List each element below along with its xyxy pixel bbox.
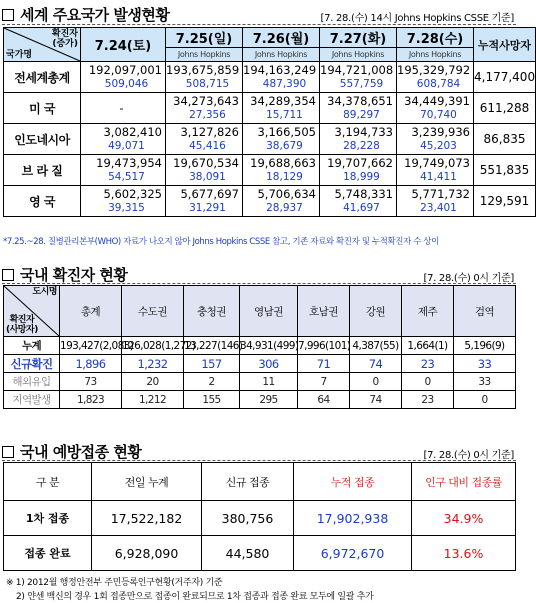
region-value: 193,427(2,083) <box>60 337 122 355</box>
section3-title <box>2 441 141 462</box>
new-cases: 509,046 <box>104 78 149 90</box>
case-cell <box>166 155 243 186</box>
total-cases: 5,748,331 <box>334 187 393 201</box>
total-cases: 194,163,249 <box>243 63 317 77</box>
cumulative-vaccination-header: 누적 접종 <box>294 463 412 501</box>
new-cases: 23,401 <box>420 202 457 214</box>
domestic-row <box>4 373 516 391</box>
new-cases: 39,315 <box>108 202 145 214</box>
domestic-row <box>4 337 516 355</box>
new-cases: 487,390 <box>262 78 307 90</box>
region-value: 126,028(1,272) <box>122 337 184 355</box>
region-value: 0 <box>402 373 454 391</box>
total-cases: 19,749,073 <box>404 156 470 170</box>
country-name: 미 국 <box>4 93 81 124</box>
case-cell <box>397 155 474 186</box>
date-header: 7.24(토) <box>81 28 166 62</box>
vaccination-footnote-2: 2) 얀센 백신의 경우 1회 접종만으로 접종이 완료되므로 1차 접종과 접종 완료 모두에 일괄 추가 <box>16 592 374 602</box>
section3-note: [7. 28.(수) 0시 기준] <box>423 450 514 461</box>
region-value: 7 <box>298 373 350 391</box>
section2-title <box>2 264 127 285</box>
region-header: 제주 <box>402 286 454 337</box>
region-value: 5,196(9) <box>454 337 516 355</box>
new-cases: 38,679 <box>266 140 303 152</box>
source-subheader: Johns Hopkins <box>166 48 243 62</box>
new-cases: 27,356 <box>189 109 226 121</box>
corner-bottom-label: 확진자 (사망자) <box>6 315 38 335</box>
total-cases: 19,707,662 <box>327 156 393 170</box>
vaccination-value: 17,522,182 <box>92 501 202 536</box>
new-cases: 45,416 <box>189 140 226 152</box>
world-cases-table <box>3 27 536 217</box>
date-header: 7.27(화) <box>320 28 397 48</box>
section1-footnote: *7.25.~28. 질병관리본부(WHO) 자료가 나오지 않아 Johns Hopkins CSSE 참고, 기존 자료와 확진자 및 누적확진자 수 상이 <box>3 237 439 247</box>
total-cases: 3,166,505 <box>257 125 316 139</box>
total-cases: 195,329,792 <box>397 63 471 77</box>
total-cases: 3,082,410 <box>103 125 162 139</box>
vaccination-value: 380,756 <box>202 501 294 536</box>
total-cases: 34,289,354 <box>250 94 316 108</box>
cumulative-deaths: 611,288 <box>474 93 536 124</box>
corner-top-label: 도시명 <box>32 287 57 297</box>
section3-divider <box>2 460 516 461</box>
corner-top-label: 확진자 (증가) <box>51 29 78 49</box>
cumulative-deaths: 551,835 <box>474 155 536 186</box>
region-value: 23 <box>402 355 454 373</box>
region-header: 강원 <box>350 286 402 337</box>
total-cases: 3,194,733 <box>334 125 393 139</box>
date-header: 7.28(수) <box>397 28 474 48</box>
total-cases: 19,670,534 <box>173 156 239 170</box>
case-cell <box>166 186 243 217</box>
new-cases: 38,091 <box>189 171 226 183</box>
case-cell <box>243 155 320 186</box>
country-name: 브 라 질 <box>4 155 81 186</box>
region-value: 1,896 <box>60 355 122 373</box>
region-value: 0 <box>350 373 402 391</box>
case-cell <box>243 124 320 155</box>
region-value: 20 <box>122 373 184 391</box>
region-header: 영남권 <box>240 286 298 337</box>
case-cell <box>397 62 474 93</box>
region-value: 157 <box>184 355 240 373</box>
section1-title-text: 세계 주요국가 발생현황 <box>20 6 170 24</box>
country-row <box>4 186 536 217</box>
case-cell <box>243 186 320 217</box>
country-row <box>4 155 536 186</box>
region-header: 총계 <box>60 286 122 337</box>
region-value: 1,823 <box>60 391 122 409</box>
section1-divider <box>2 24 516 25</box>
vaccination-value: 6,928,090 <box>92 536 202 571</box>
region-value: 2 <box>184 373 240 391</box>
corner-header <box>4 28 81 62</box>
region-value: 295 <box>240 391 298 409</box>
new-cases: 18,999 <box>343 171 380 183</box>
region-value: 34,931(499) <box>240 337 298 355</box>
section1-note: [7. 28.(수) 14시 Johns Hopkins CSSE 기준] <box>320 13 514 24</box>
region-value: 1,664(1) <box>402 337 454 355</box>
vaccination-value: 44,580 <box>202 536 294 571</box>
case-cell <box>243 62 320 93</box>
region-value: 13,227(146) <box>184 337 240 355</box>
total-cases: 5,677,697 <box>180 187 239 201</box>
total-cases: 34,273,643 <box>173 94 239 108</box>
case-cell <box>166 124 243 155</box>
checkbox-square-icon <box>2 446 14 458</box>
cumulative-deaths: 86,835 <box>474 124 536 155</box>
case-cell <box>81 186 166 217</box>
case-cell <box>81 155 166 186</box>
region-value: 4,387(55) <box>350 337 402 355</box>
vaccination-row <box>4 536 516 571</box>
region-value: 7,996(101) <box>298 337 350 355</box>
domestic-row <box>4 391 516 409</box>
vaccination-footnote-1: ※ 1) 2012월 행정안전부 주민등록인구현황(거주자) 기준 <box>6 578 223 588</box>
region-value: 11 <box>240 373 298 391</box>
total-cases: 3,127,826 <box>180 125 239 139</box>
corner-header <box>4 286 60 337</box>
vaccination-table <box>3 462 516 571</box>
cumulative-deaths-header: 누적사망자 <box>474 28 536 62</box>
vaccination-value: 6,972,670 <box>294 536 412 571</box>
region-header: 충청권 <box>184 286 240 337</box>
total-cases: 19,688,663 <box>250 156 316 170</box>
new-cases: 70,740 <box>420 109 457 121</box>
region-value: 33 <box>454 373 516 391</box>
total-cases: 192,097,001 <box>88 63 162 77</box>
case-cell <box>320 186 397 217</box>
region-value: 64 <box>298 391 350 409</box>
case-cell <box>166 62 243 93</box>
region-header: 수도권 <box>122 286 184 337</box>
country-row <box>4 62 536 93</box>
country-name: 영 국 <box>4 186 81 217</box>
region-value: 33 <box>454 355 516 373</box>
section3-title-text: 국내 예방접종 현황 <box>20 443 142 461</box>
total-cases: 3,239,936 <box>411 125 470 139</box>
cumulative-deaths: 4,177,400 <box>474 62 536 93</box>
new-cases: 608,784 <box>416 78 461 90</box>
country-row <box>4 93 536 124</box>
prev-total-header: 전일 누계 <box>92 463 202 501</box>
case-cell <box>397 186 474 217</box>
row-label: 신규확진 <box>4 355 60 373</box>
new-cases: 31,291 <box>189 202 226 214</box>
total-cases: 34,449,391 <box>404 94 470 108</box>
region-value: 306 <box>240 355 298 373</box>
source-subheader: Johns Hopkins <box>320 48 397 62</box>
country-row <box>4 124 536 155</box>
new-vaccination-header: 신규 접종 <box>202 463 294 501</box>
region-value: 1,212 <box>122 391 184 409</box>
vaccination-value: 34.9% <box>412 501 516 536</box>
row-label: 해외유입 <box>4 373 60 391</box>
region-value: 155 <box>184 391 240 409</box>
section1-title <box>2 4 169 25</box>
date-header: 7.25(일) <box>166 28 243 48</box>
region-value: 74 <box>350 355 402 373</box>
new-cases: 41,697 <box>343 202 380 214</box>
case-cell <box>166 93 243 124</box>
region-header: 호남권 <box>298 286 350 337</box>
new-cases: 54,517 <box>108 171 145 183</box>
new-cases: 15,711 <box>266 109 303 121</box>
domestic-cases-table <box>3 285 516 409</box>
row-label: 접종 완료 <box>4 536 92 571</box>
region-value: 0 <box>454 391 516 409</box>
source-subheader: Johns Hopkins <box>243 48 320 62</box>
new-cases: 557,759 <box>339 78 384 90</box>
country-name: 인도네시아 <box>4 124 81 155</box>
corner-bottom-label: 국가명 <box>6 50 33 60</box>
total-cases: - <box>119 101 124 115</box>
case-cell <box>320 155 397 186</box>
vaccination-value: 17,902,938 <box>294 501 412 536</box>
region-value: 1,232 <box>122 355 184 373</box>
domestic-row <box>4 355 516 373</box>
case-cell <box>81 62 166 93</box>
country-name: 전세계총계 <box>4 62 81 93</box>
total-cases: 19,473,954 <box>96 156 162 170</box>
region-value: 74 <box>350 391 402 409</box>
checkbox-square-icon <box>2 269 14 281</box>
new-cases: 45,203 <box>420 140 457 152</box>
total-cases: 193,675,859 <box>166 63 240 77</box>
total-cases: 5,706,634 <box>257 187 316 201</box>
case-cell <box>243 93 320 124</box>
total-cases: 34,378,651 <box>327 94 393 108</box>
population-rate-header: 인구 대비 접종률 <box>412 463 516 501</box>
region-value: 23 <box>402 391 454 409</box>
case-cell <box>81 124 166 155</box>
checkbox-square-icon <box>2 9 14 21</box>
total-cases: 5,771,732 <box>411 187 470 201</box>
case-cell <box>320 124 397 155</box>
new-cases: 28,937 <box>266 202 303 214</box>
new-cases: 508,715 <box>185 78 230 90</box>
new-cases: 28,228 <box>343 140 380 152</box>
date-header: 7.26(월) <box>243 28 320 48</box>
new-cases: 89,297 <box>343 109 380 121</box>
total-cases: 194,721,008 <box>320 63 394 77</box>
section2-title-text: 국내 확진자 현황 <box>20 266 128 284</box>
vaccination-row <box>4 501 516 536</box>
cumulative-deaths: 129,591 <box>474 186 536 217</box>
region-value: 73 <box>60 373 122 391</box>
case-cell <box>320 93 397 124</box>
case-cell <box>397 124 474 155</box>
case-cell <box>81 93 166 124</box>
region-header: 검역 <box>454 286 516 337</box>
total-cases: 5,602,325 <box>103 187 162 201</box>
new-cases: 41,411 <box>420 171 457 183</box>
region-value: 71 <box>298 355 350 373</box>
new-cases: 49,071 <box>108 140 145 152</box>
row-label: 지역발생 <box>4 391 60 409</box>
row-label: 1차 접종 <box>4 501 92 536</box>
source-subheader: Johns Hopkins <box>397 48 474 62</box>
section2-note: [7. 28.(수) 0시 기준] <box>423 273 514 284</box>
section2-divider <box>2 283 516 284</box>
new-cases: 18,129 <box>266 171 303 183</box>
category-header: 구 분 <box>4 463 92 501</box>
case-cell <box>397 93 474 124</box>
row-label: 누계 <box>4 337 60 355</box>
vaccination-value: 13.6% <box>412 536 516 571</box>
case-cell <box>320 62 397 93</box>
